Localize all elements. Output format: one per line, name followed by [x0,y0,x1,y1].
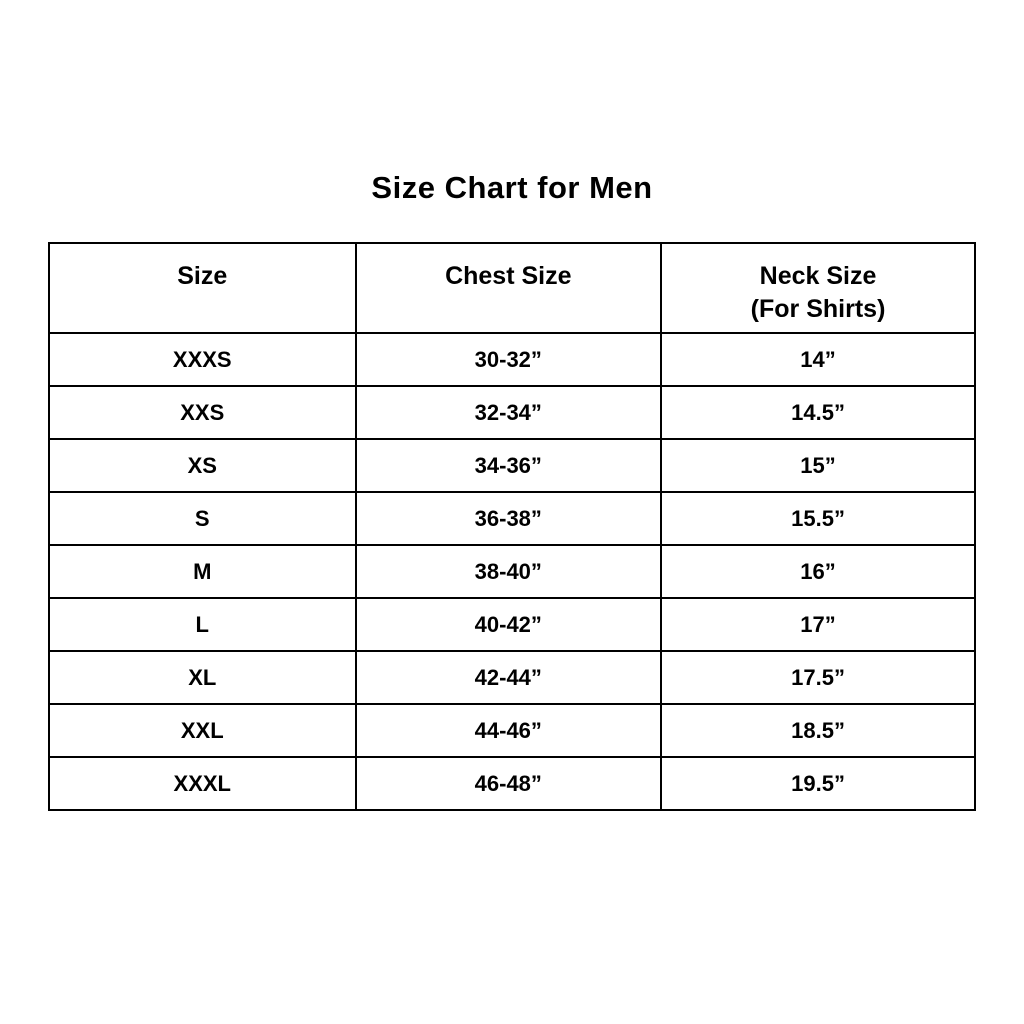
table-cell: 32-34” [356,386,662,439]
table-cell: 16” [661,545,975,598]
table-header [49,243,975,333]
column-header-neck-size-line1: Neck Size [759,262,877,290]
table-cell: 14” [661,333,975,386]
table-cell: XL [49,651,356,704]
table-row [49,492,975,545]
table-cell: XXS [49,386,356,439]
table-cell: XS [49,439,356,492]
table-row [49,439,975,492]
table-cell: 15.5” [661,492,975,545]
table-cell: S [49,492,356,545]
table-cell: 17.5” [661,651,975,704]
table-row [49,333,975,386]
column-header-neck-size [661,243,975,333]
table-header-row [49,243,975,333]
table-cell: 42-44” [356,651,662,704]
column-header-neck-size-line2: (For Shirts) [750,295,886,323]
table-row [49,651,975,704]
table-row [49,757,975,810]
table-cell: L [49,598,356,651]
size-chart-table [48,242,976,811]
table-cell: 14.5” [661,386,975,439]
table-row [49,545,975,598]
table-cell: 40-42” [356,598,662,651]
column-header-chest-size: Chest Size [356,243,662,333]
table-cell: 34-36” [356,439,662,492]
table-cell: 18.5” [661,704,975,757]
table-cell: 44-46” [356,704,662,757]
table-row [49,386,975,439]
table-row [49,598,975,651]
table-cell: XXL [49,704,356,757]
table-cell: 36-38” [356,492,662,545]
table-cell: 38-40” [356,545,662,598]
table-cell: XXXL [49,757,356,810]
table-cell: 46-48” [356,757,662,810]
column-header-size: Size [49,243,356,333]
page-title: Size Chart for Men [371,170,653,205]
table-cell: M [49,545,356,598]
table-row [49,704,975,757]
table-cell: 19.5” [661,757,975,810]
table-cell: XXXS [49,333,356,386]
table-cell: 17” [661,598,975,651]
table-cell: 30-32” [356,333,662,386]
table-cell: 15” [661,439,975,492]
table-body [49,333,975,810]
